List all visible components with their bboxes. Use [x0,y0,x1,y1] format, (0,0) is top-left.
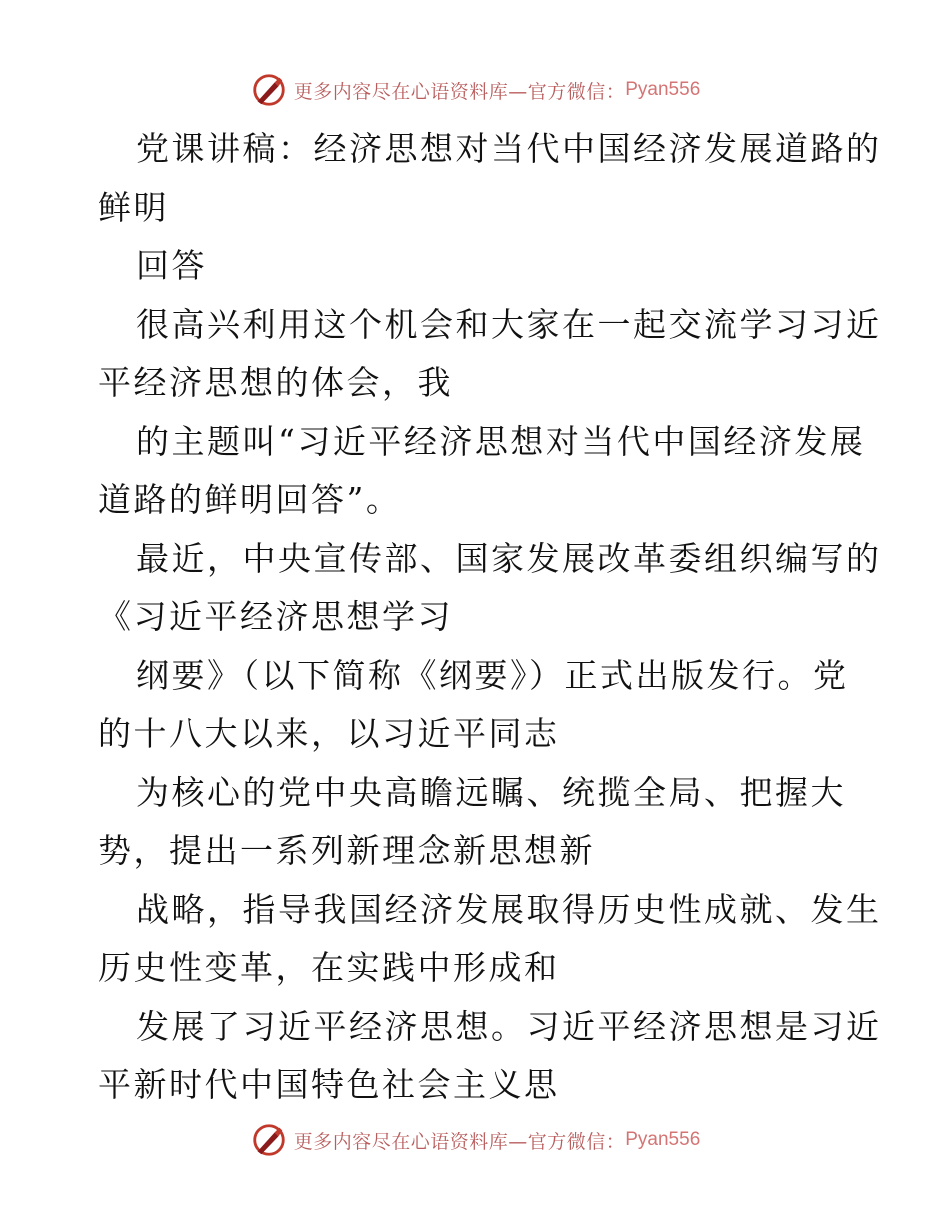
paragraph-line: 势，提出一系列新理念新思想新 [98,831,595,870]
pen-logo-icon [250,71,288,109]
paragraph-line: 战略，指导我国经济发展取得历史性成就、发生 [136,889,882,929]
paragraph-line: 《习近平经济思想学习 [98,597,453,636]
paragraph-line: 党课讲稿：经济思想对当代中国经济发展道路的 [136,129,882,168]
paragraph-line: 的主题叫“习近平经济思想对当代中国经济发展 [136,421,866,461]
paragraph-line: 的十八大以来，以习近平同志 [98,714,560,753]
paragraph-line: 鲜明 [98,187,169,227]
paragraph-line: 最近，中央宣传部、国家发展改革委组织编写的 [136,538,882,578]
paragraph-line: 道路的鲜明回答”。 [98,480,402,519]
paragraph-line: 历史性变革，在实践中形成和 [98,948,560,987]
wechat-id: Pyan556 [625,79,701,100]
paragraph-line: 很高兴利用这个机会和大家在一起交流学习习近 [136,304,882,344]
paragraph-line: 平新时代中国特色社会主义思 [98,1065,560,1104]
paragraph-line: 发展了习近平经济思想。习近平经济思想是习近 [136,1006,882,1046]
wechat-id: Pyan556 [625,1129,701,1150]
banner-text: 更多内容尽在心语资料库—官方微信： [293,1130,626,1153]
pen-logo-icon [250,1121,288,1159]
paragraph-line: 回答 [136,246,207,285]
paragraph-line: 纲要》（以下简称《纲要》）正式出版发行。党 [136,655,849,695]
footer-banner [0,1120,950,1160]
header-banner [0,70,950,110]
document-body [98,120,882,1115]
banner-text: 更多内容尽在心语资料库—官方微信： [293,80,626,103]
paragraph-line: 为核心的党中央高瞻远瞩、统揽全局、把握大 [136,772,846,812]
paragraph-line: 平经济思想的体会，我 [98,363,453,402]
